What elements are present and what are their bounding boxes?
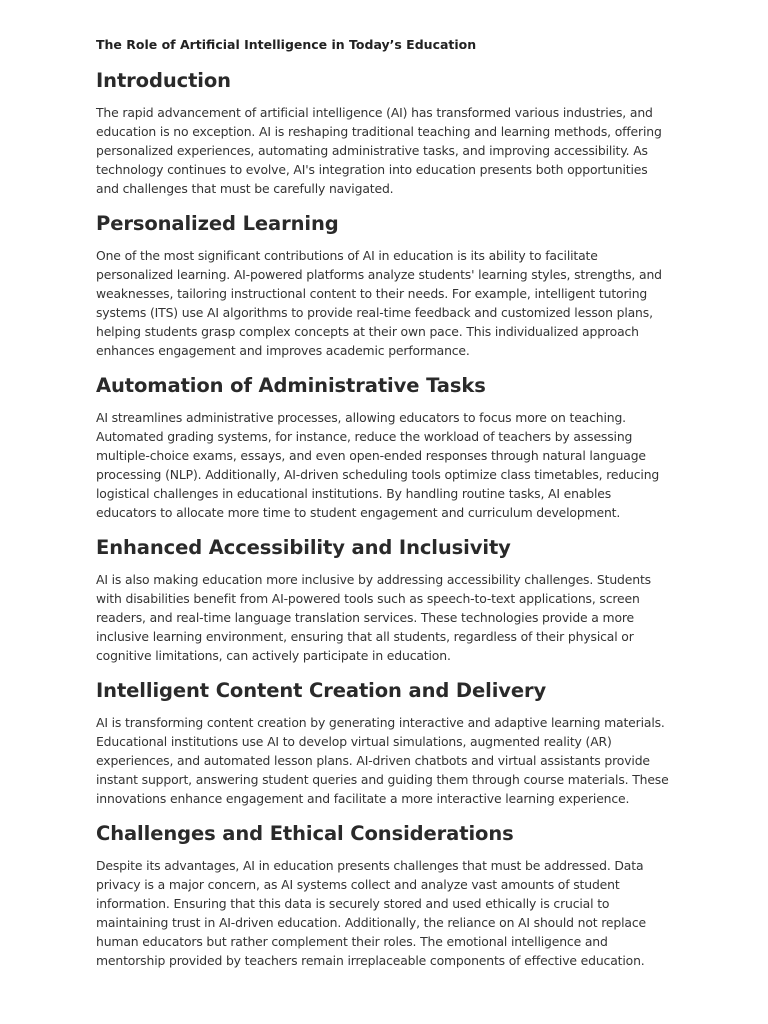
- section-challenges: [96, 821, 672, 970]
- section-accessibility: [96, 535, 672, 665]
- section-paragraph: AI is also making education more inclusive by addressing accessibility challenges. Students with disabilities benefit from AI-powered tools such as speech-to-text applications, screen readers, and real-time language translation services. These technologies provide a more inclusive learning environment, ensuring that all students, regardless of their physical or cognitive limitations, can actively participate in education.: [96, 572, 651, 663]
- section-paragraph: One of the most significant contributions of AI in education is its ability to facilitate personalized learning. AI-powered platforms analyze students' learning styles, strengths, and weaknesses, tailoring instructional content to their needs. For example, intelligent tutoring systems (ITS) use AI algorithms to provide real-time feedback and customized lesson plans, helping students grasp complex concepts at their own pace. This individualized approach enhances engagement and improves academic performance.: [96, 248, 662, 358]
- section-paragraph: AI streamlines administrative processes, allowing educators to focus more on teaching. Automated grading systems, for instance, reduce the workload of teachers by assessing multiple-choice exams, essays, and even open-ended responses through natural language processing (NLP). Additionally, AI-driven scheduling tools optimize class timetables, reducing logistical challenges in educational institutions. By handling routine tasks, AI enables educators to allocate more time to student engagement and curriculum development.: [96, 410, 660, 520]
- section-content-creation: [96, 678, 672, 808]
- section-personalized-learning: [96, 211, 672, 360]
- section-heading: Enhanced Accessibility and Inclusivity: [96, 536, 511, 559]
- section-heading: Personalized Learning: [96, 212, 339, 235]
- section-paragraph: Despite its advantages, AI in education presents challenges that must be addressed. Data privacy is a major concern, as AI systems collect and analyze vast amounts of student information. Ensuring that this data is securely stored and used ethically is crucial to maintaining trust in AI-driven education. Additionally, the reliance on AI should not replace human educators but rather complement their roles. The emotional intelligence and mentorship provided by teachers remain irreplaceable components of effective education.: [96, 858, 646, 968]
- document-title: The Role of Artificial Intelligence in Today’s Education: [96, 37, 477, 52]
- section-introduction: [96, 68, 672, 198]
- section-paragraph: AI is transforming content creation by generating interactive and adaptive learning materials. Educational institutions use AI to develop virtual simulations, augmented reality (AR) experiences, and automated lesson plans. AI-driven chatbots and virtual assistants provide instant support, answering student queries and guiding them through course materials. These innovations enhance engagement and facilitate a more interactive learning experience.: [96, 715, 669, 806]
- section-heading: Introduction: [96, 69, 231, 92]
- section-heading: Challenges and Ethical Considerations: [96, 822, 514, 845]
- section-heading: Intelligent Content Creation and Delivery: [96, 679, 547, 702]
- section-paragraph: The rapid advancement of artificial intelligence (AI) has transformed various industries, and education is no exception. AI is reshaping traditional teaching and learning methods, offering personalized experiences, automating administrative tasks, and improving accessibility. As technology continues to evolve, AI's integration into education presents both opportunities and challenges that must be carefully navigated.: [96, 105, 662, 196]
- section-automation: [96, 373, 672, 522]
- section-heading: Automation of Administrative Tasks: [96, 374, 486, 397]
